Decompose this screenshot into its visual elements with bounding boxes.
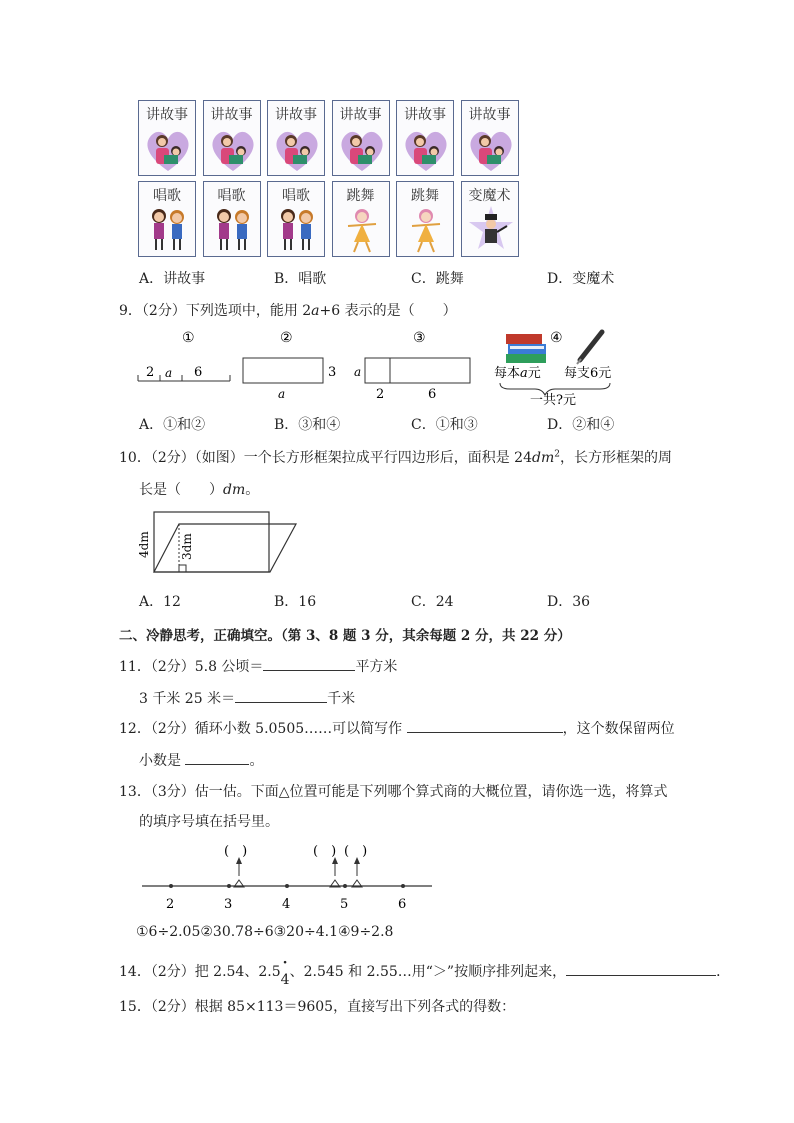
activity-card [332,100,390,176]
q10-unit: dm [532,450,555,466]
q8-option-b: B．唱歌 [274,271,327,287]
q12-text-b: ，这个数保留两位 [562,721,675,737]
repeat-digit: 4 [280,972,290,988]
q10-line2-text: 长是（ ） [139,482,223,498]
q10-figure [134,506,299,576]
tick-label: 4 [282,897,291,912]
q10-option-d: D．36 [547,594,591,610]
q12-text-c: 小数是 [139,753,186,769]
q9-option-a: A．①和② [139,417,206,433]
q9-label-2: ② [280,330,293,346]
q9-stem [119,300,457,320]
q11-line2 [139,688,355,708]
q11-text-b: 平方米 [355,659,398,675]
activity-card-label: 唱歌 [217,188,246,204]
q12-blank-2[interactable] [185,750,249,765]
activity-card [138,181,196,257]
q10-option-c: C．24 [411,594,454,610]
q8-option-d: D．变魔术 [547,271,615,287]
q13-line2: 的填序号填在括号里。 [139,814,279,830]
tick-dot [169,884,173,888]
q8-option-a: A．讲故事 [139,271,206,287]
fig4-right: 每支6元 [564,366,612,381]
right-angle-mark [179,565,186,572]
q11-blank-2[interactable] [235,688,327,703]
q13-line1: 13．（3分）估一估。下面△位置可能是下列哪个算式商的大概位置，请你选一选，将算式 [119,784,668,800]
fig3-n1: 2 [376,387,385,402]
q12-line2 [139,750,263,770]
activity-card [267,100,325,176]
answer-paren-1: ( ) [224,844,248,859]
singing-illustration [271,204,323,254]
activity-card [396,100,454,176]
q9-option-b: B．③和④ [274,417,341,433]
singing-illustration [142,204,194,254]
fig1-var: a [165,366,173,380]
q13-number-line [138,838,438,914]
activity-card-label: 讲故事 [468,107,511,123]
q9-stem-text-b: +6 表示的是（ ） [319,303,457,319]
q9-stem-var: a [311,303,320,319]
section-2-heading: 二、冷静思考，正确填空。（第 3、8 题 3 分，其余每题 2 分，共 22 分） [119,628,571,644]
activity-card [138,100,196,176]
dancing-illustration [336,204,388,254]
q9-figures [130,326,620,406]
fig3-rect [365,358,470,383]
tick-dot [343,884,347,888]
activity-card-label: 唱歌 [282,188,310,204]
storytelling-illustration [400,123,452,173]
q14-blank[interactable] [566,961,716,976]
activity-card [461,181,519,257]
activity-card-label: 跳舞 [346,188,375,204]
magic-illustration [465,204,517,254]
q10-sup: 2 [554,449,560,460]
storytelling-illustration [336,123,388,173]
fig4-left: 每本a元 [494,366,541,381]
activity-card-label: 讲故事 [146,107,188,123]
q9-label-1: ① [182,330,195,346]
activity-card-label: 讲故事 [210,107,253,123]
tick-label: 2 [166,897,175,912]
q9-option-c: C．①和③ [411,417,478,433]
activity-card-label: 讲故事 [275,107,317,123]
height-label: 3dm [180,533,194,560]
activity-card [267,181,325,257]
q13-choices: ①6÷2.05②30.78÷6③20÷4.1④9÷2.8 [136,924,394,940]
q11-blank-1[interactable] [263,656,355,671]
fig1-n2: 6 [194,365,203,380]
fig3-n2: 6 [428,387,437,402]
q12-line1 [119,718,675,738]
fig2-side: 3 [328,365,337,380]
q12-text-a: 12．（2分）循环小数 5.0505……可以简写作 [119,721,407,737]
singing-illustration [207,204,259,254]
tick-dot [227,884,231,888]
activity-card-label: 跳舞 [411,188,439,204]
q14-text-a: 14．（2分）把 2.54、2.5 [119,964,281,980]
parallelogram-frame [154,524,296,572]
activity-card [461,100,519,176]
q11-text-c: 3 千米 25 米＝ [139,691,236,707]
q11-text-d: 千米 [327,691,356,707]
activity-card-label: 变魔术 [468,188,511,204]
q8-option-c: C．跳舞 [411,271,464,287]
q10-line2-end: 。 [245,482,260,498]
q11-text-a: 11．（2分）5.8 公顷＝ [119,659,264,675]
q10-stem-text-a: 10．（2分）（如图）一个长方形框架拉成平行四边形后，面积是 24 [119,450,532,466]
dancing-illustration [400,204,452,254]
activity-card-label: 讲故事 [404,107,446,123]
q14-text-b: 、2.545 和 2.55…用“＞”按顺序排列起来， [289,964,567,980]
q10-stem-line1 [119,447,672,467]
tick-dot [285,884,289,888]
q9-option-d: D．②和④ [547,417,615,433]
storytelling-illustration [271,123,323,173]
q10-option-b: B．16 [274,594,317,610]
q10-option-a: A．12 [139,594,181,610]
q10-line2-unit: dm [223,482,246,498]
activity-card [396,181,454,257]
q15-line: 15．（2分）根据 85×113＝9605，直接写出下列各式的得数： [119,999,516,1015]
rectangle-frame [154,512,269,572]
tick-label: 3 [224,897,233,912]
pen-icon [577,332,602,364]
activity-card [203,100,261,176]
tick-label: 6 [398,897,407,912]
q11-line1 [119,656,397,676]
answer-paren-3: ( ) [344,844,368,859]
storytelling-illustration [142,123,194,173]
fig3-left: a [354,365,362,379]
side-label: 4dm [137,531,151,558]
q14-line [119,955,731,988]
storytelling-illustration [465,123,517,173]
activity-card [203,181,261,257]
fig2-rect [243,358,323,383]
storytelling-illustration [207,123,259,173]
activity-card-label: 唱歌 [153,188,181,204]
q9-label-4: ④ [550,330,563,346]
repeat-dot: · [282,955,288,971]
q12-blank-1[interactable] [407,718,563,733]
answer-paren-2: ( ) [313,844,337,859]
q14-repeating-digit [280,955,290,988]
tick-dot [401,884,405,888]
q12-text-d: 。 [249,753,264,769]
activity-card [332,181,390,257]
q9-stem-text-a: 9．（2分）下列选项中，能用 2 [119,303,312,319]
tick-label: 5 [340,897,349,912]
q10-stem-line2 [139,479,259,499]
books-icon [506,334,546,363]
fig4-total: 一共?元 [530,393,576,406]
fig2-bottom: a [278,387,286,401]
q10-stem-text-b: ，长方形框架的周 [559,450,672,466]
q14-text-c: ． [716,964,731,980]
activity-card-label: 讲故事 [339,107,382,123]
fig1-n1: 2 [146,365,155,380]
q9-label-3: ③ [413,330,426,346]
